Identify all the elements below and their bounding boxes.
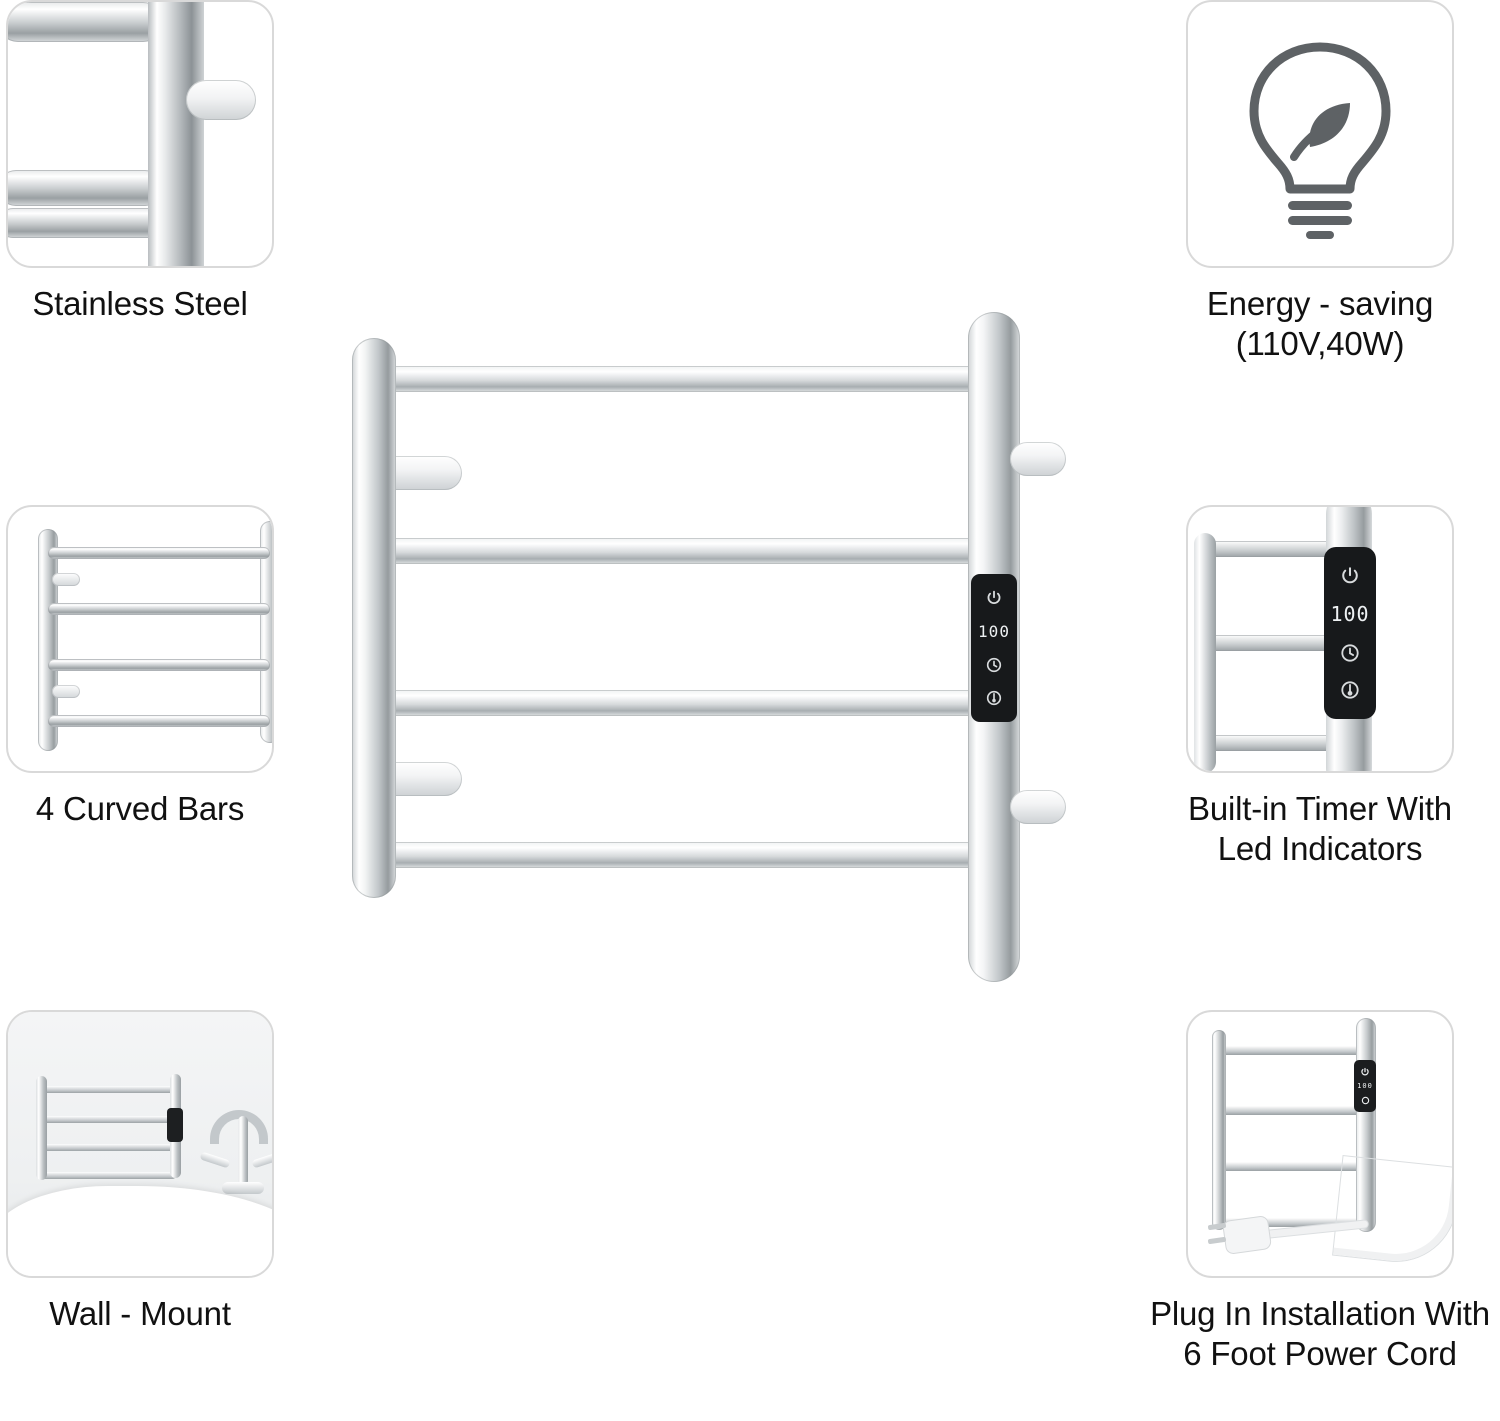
metal-post: [1194, 533, 1216, 773]
clock-icon[interactable]: [985, 656, 1003, 674]
clock-icon[interactable]: [1339, 642, 1361, 664]
metal-bar: [48, 715, 270, 727]
metal-stub: [52, 685, 80, 698]
wall-mount-thumbnail: [6, 1010, 274, 1278]
sink-counter: [6, 1186, 274, 1278]
power-cord: [1333, 1156, 1454, 1267]
feature-curved-bars: [0, 505, 280, 829]
feature-plug-in-installation: [1140, 1010, 1500, 1375]
plug-prong: [1208, 1237, 1227, 1244]
power-icon[interactable]: [985, 589, 1003, 607]
right-mounting-stub-upper: [1010, 442, 1066, 476]
feature-caption-built-in-timer: [1188, 789, 1452, 870]
metal-bar: [42, 1144, 176, 1151]
metal-bar: [42, 1116, 176, 1123]
metal-bar: [48, 659, 270, 671]
feature-wall-mount: [0, 1010, 280, 1334]
feature-caption-plug-in-installation: [1150, 1294, 1490, 1375]
metal-post: [148, 0, 204, 268]
towel-bar-3: [374, 690, 990, 716]
metal-bar: [6, 170, 163, 206]
metal-bar: [48, 547, 270, 559]
metal-bar: [1220, 1106, 1362, 1115]
metal-post: [1212, 1030, 1226, 1230]
metal-bar: [1220, 1162, 1362, 1171]
towel-bar-4: [374, 842, 990, 868]
feature-built-in-timer: [1140, 505, 1500, 870]
towel-bar-1: [374, 366, 990, 392]
feature-caption-stainless-steel: Stainless Steel: [32, 285, 248, 322]
energy-saving-bulb-icon: [1220, 29, 1420, 239]
stainless-steel-thumbnail: [6, 0, 274, 268]
caption-line-1: Plug In Installation With: [1150, 1295, 1490, 1332]
thermometer-icon[interactable]: [985, 689, 1003, 707]
towel-rack-illustration: [34, 1074, 184, 1182]
caption-line-2: Led Indicators: [1217, 830, 1423, 868]
metal-bar: [1204, 541, 1334, 557]
built-in-timer-thumbnail: [1186, 505, 1454, 773]
metal-bar: [42, 1172, 176, 1179]
metal-stub: [186, 80, 256, 120]
caption-line-1: Built-in Timer With: [1188, 790, 1452, 827]
control-panel: [1324, 547, 1376, 719]
caption-line-2: 6 Foot Power Cord: [1183, 1335, 1457, 1373]
caption-line-2: (110V,40W): [1235, 325, 1405, 363]
feature-energy-saving: [1140, 0, 1500, 365]
control-panel: [167, 1108, 183, 1142]
metal-bar: [1220, 1046, 1362, 1055]
plug-in-installation-thumbnail: [1186, 1010, 1454, 1278]
metal-bar: [42, 1086, 176, 1093]
caption-line-1: Energy - saving: [1206, 285, 1434, 322]
temperature-display: 100: [978, 622, 1010, 642]
faucet-base: [222, 1182, 264, 1194]
control-panel[interactable]: [971, 574, 1017, 722]
temperature-display: 100: [1357, 1082, 1373, 1091]
feature-caption-wall-mount: Wall - Mount: [49, 1295, 231, 1332]
thermometer-icon[interactable]: [1339, 679, 1361, 701]
faucet-neck: [238, 1116, 248, 1186]
faucet-handle: [199, 1152, 230, 1169]
clock-icon: [1361, 1096, 1370, 1105]
curved-bars-thumbnail: [6, 505, 274, 773]
feature-caption-energy-saving: [1207, 284, 1433, 365]
product-hero-image: [330, 290, 1070, 1000]
metal-bar: [1204, 635, 1334, 651]
metal-bar: [48, 603, 270, 615]
metal-bar: [6, 2, 163, 42]
faucet-handle: [251, 1152, 274, 1169]
metal-bar: [6, 208, 163, 238]
feature-stainless-steel: [0, 0, 280, 324]
right-mounting-stub-lower: [1010, 790, 1066, 824]
power-plug: [1222, 1215, 1272, 1255]
metal-stub: [52, 573, 80, 586]
metal-bar: [1204, 735, 1334, 751]
left-vertical-post: [352, 338, 396, 898]
towel-bar-2: [374, 538, 990, 564]
feature-caption-curved-bars: 4 Curved Bars: [35, 790, 245, 827]
power-icon[interactable]: [1339, 565, 1361, 587]
temperature-display: 100: [1330, 602, 1370, 627]
power-icon: [1360, 1067, 1370, 1077]
control-panel: [1354, 1060, 1376, 1112]
metal-post: [36, 1076, 47, 1180]
energy-saving-thumbnail: [1186, 0, 1454, 268]
